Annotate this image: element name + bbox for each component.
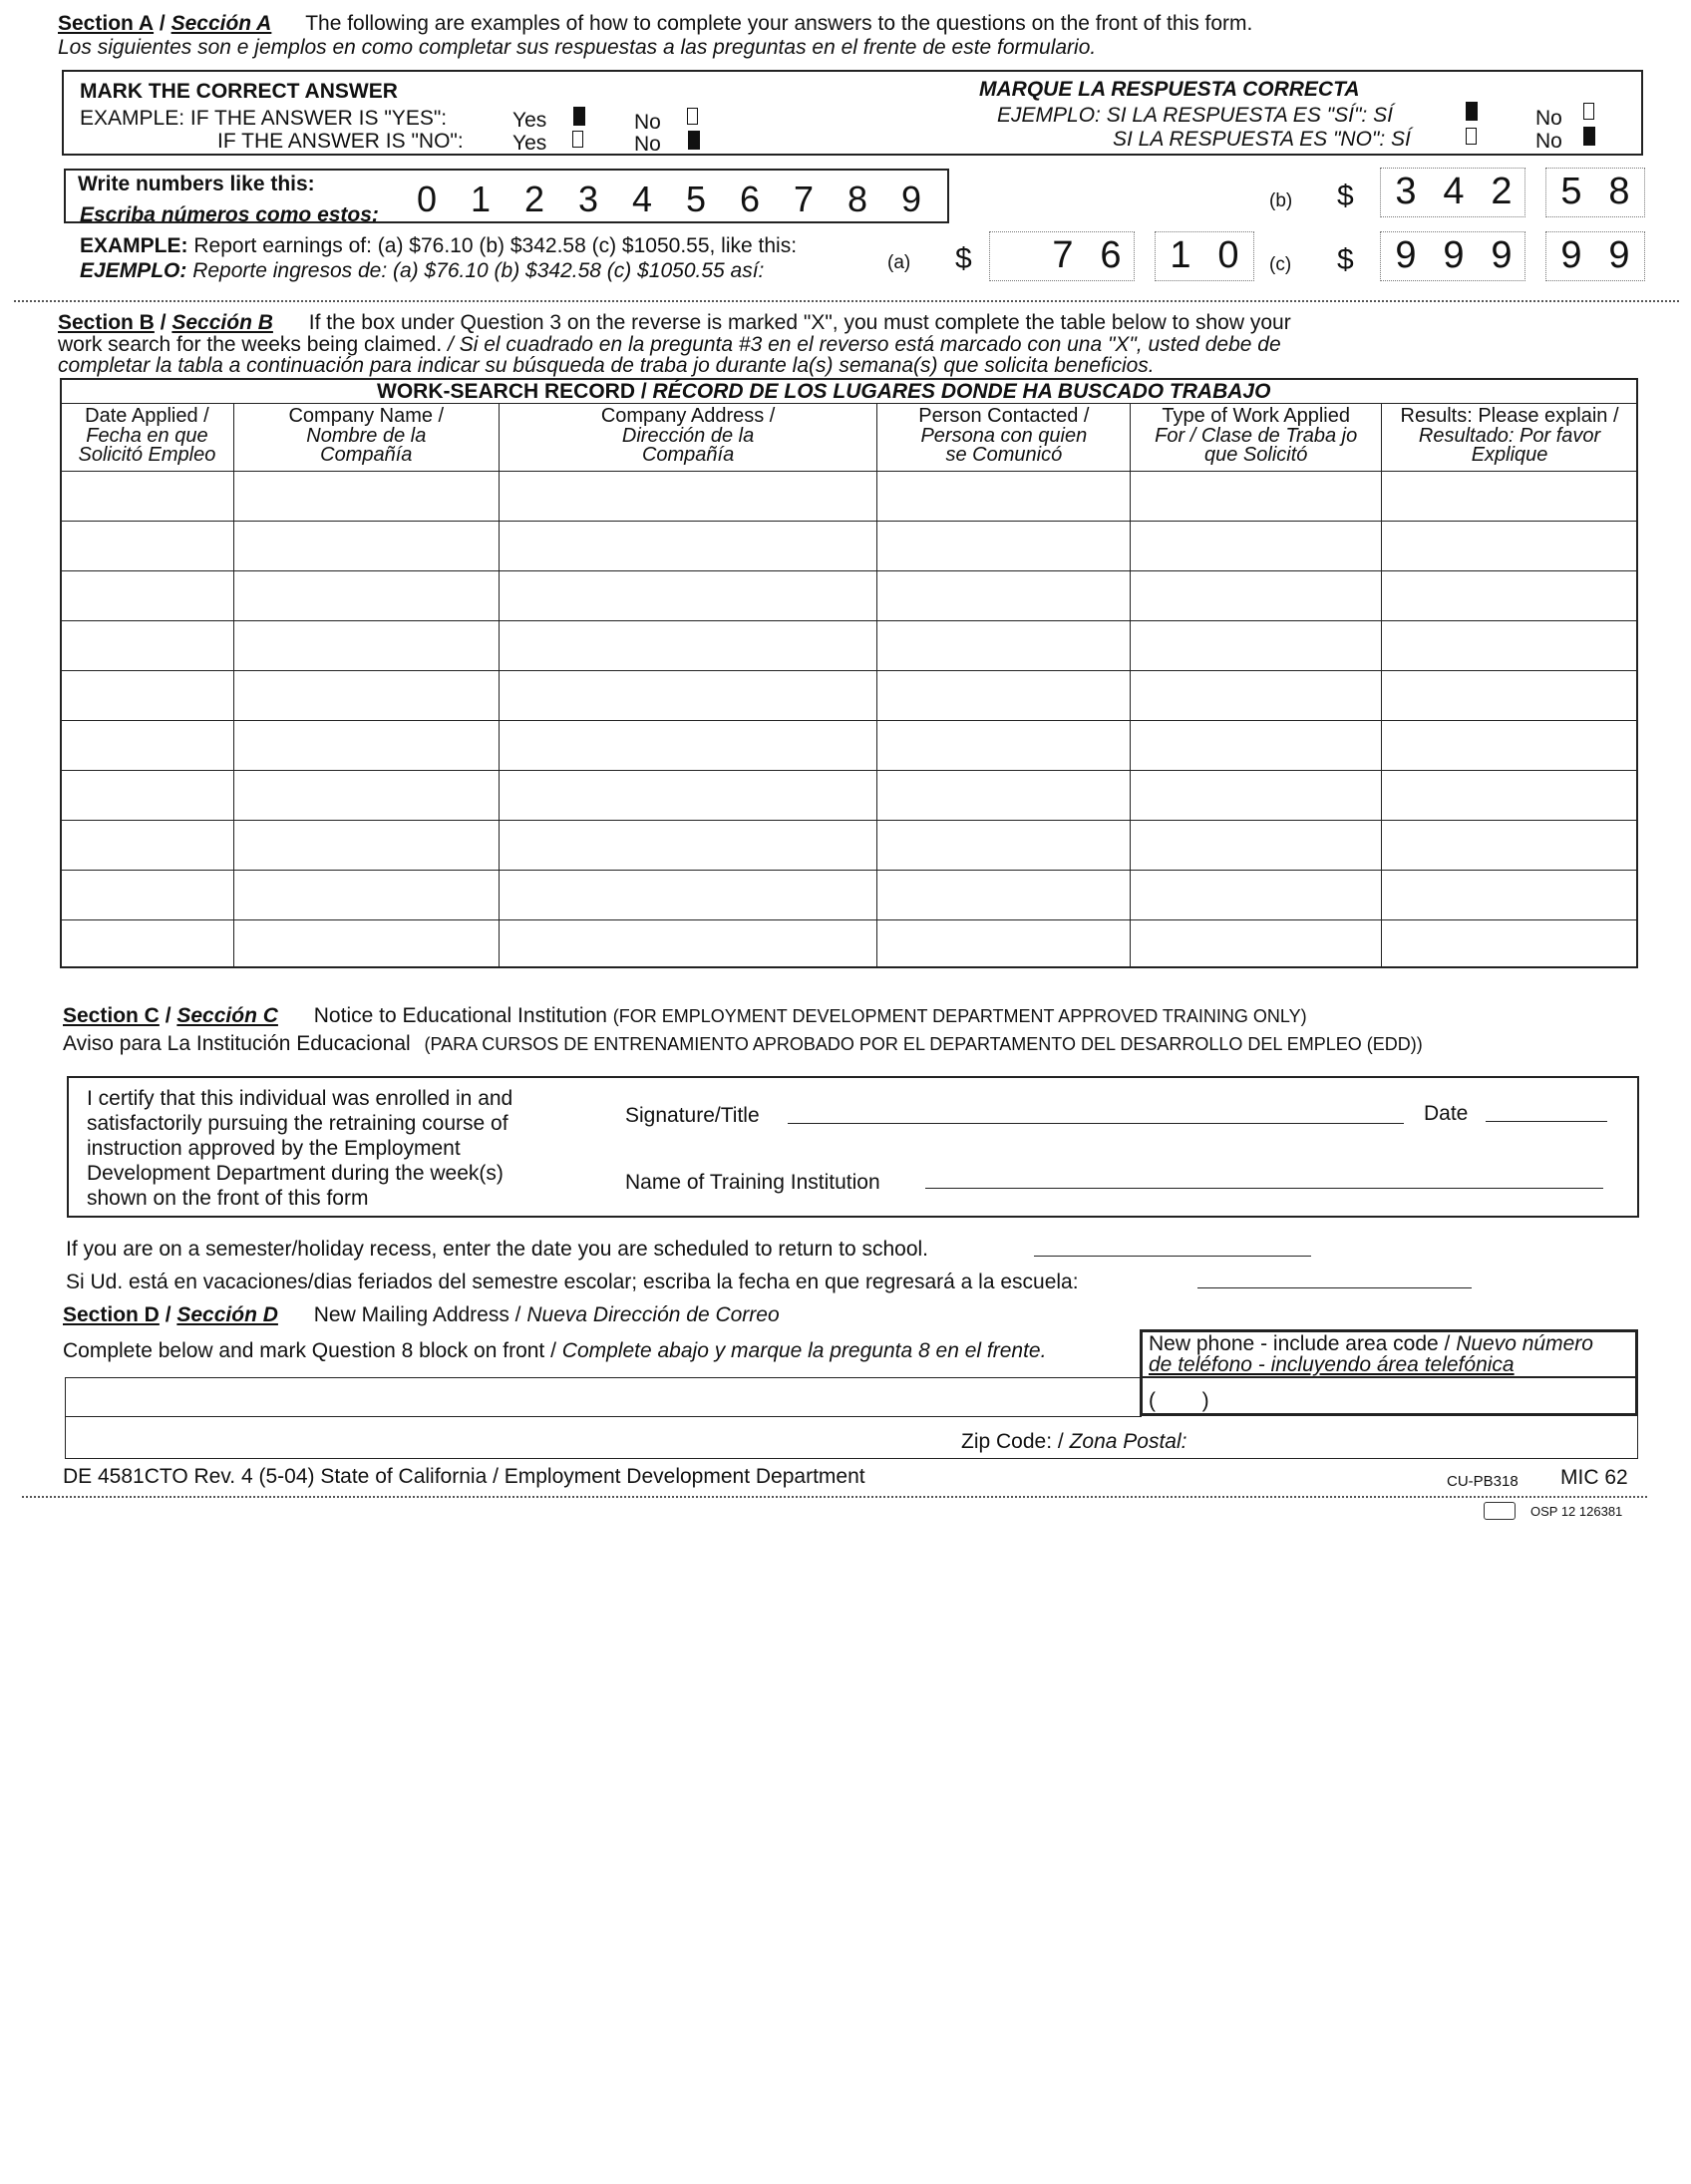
- table-cell[interactable]: [61, 920, 234, 968]
- table-cell[interactable]: [1131, 671, 1382, 721]
- table-cell[interactable]: [233, 771, 499, 821]
- table-row: [61, 721, 1638, 771]
- table-row: [61, 571, 1638, 621]
- work-search-table: [60, 403, 1638, 968]
- section-b-line2-es: Si el cuadrado en la pregunta #3 en el reverso está marcado con una "X", usted debe de: [459, 333, 1281, 356]
- date-field[interactable]: [1486, 1121, 1607, 1122]
- table-cell[interactable]: [877, 671, 1131, 721]
- union-label-logo-icon: [1484, 1502, 1516, 1520]
- table-cell[interactable]: [499, 821, 877, 871]
- table-cell[interactable]: [1382, 472, 1638, 522]
- example-no-text: IF THE ANSWER IS "NO":: [217, 130, 464, 153]
- digit-sample: 1: [471, 179, 492, 219]
- section-d-instruction-wrap: [63, 1340, 1046, 1362]
- zip-label: Zip Code: /: [961, 1430, 1064, 1453]
- recess-text-en: If you are on a semester/holiday recess, enter the date you are scheduled to return to school.: [66, 1238, 928, 1261]
- digit-sample: 8: [847, 179, 868, 219]
- section-d-title-es: Sección D: [176, 1303, 278, 1326]
- filled-square-icon: [1466, 102, 1478, 124]
- example-label-es: EJEMPLO:: [80, 259, 187, 282]
- table-header-row: [61, 404, 1638, 472]
- table-cell[interactable]: [233, 621, 499, 671]
- table-cell[interactable]: [61, 522, 234, 571]
- table-cell[interactable]: [1131, 721, 1382, 771]
- dollar-a: $: [955, 242, 972, 275]
- table-cell[interactable]: [1382, 671, 1638, 721]
- amount-digit: 8: [1608, 171, 1630, 212]
- section-d-heading: Section D / Sección D New Mailing Address / Nueva Dirección de Correo: [63, 1303, 780, 1326]
- example-yes-text: EXAMPLE: IF THE ANSWER IS "YES":: [80, 107, 448, 130]
- table-cell[interactable]: [61, 571, 234, 621]
- zip-label-es: Zona Postal:: [1069, 1430, 1187, 1453]
- section-d-heading-en: New Mailing Address /: [313, 1303, 521, 1326]
- table-cell[interactable]: [1382, 522, 1638, 571]
- table-cell[interactable]: [233, 571, 499, 621]
- form-code-mic: MIC 62: [1560, 1466, 1628, 1489]
- institution-label: Name of Training Institution: [625, 1171, 880, 1194]
- section-a-title: Section A: [58, 12, 155, 35]
- table-cell[interactable]: [1382, 621, 1638, 671]
- example-text: Report earnings of: (a) $76.10 (b) $342.58 (c) $1050.55, like this:: [193, 234, 798, 257]
- digit-sample: 4: [632, 179, 653, 219]
- table-cell[interactable]: [877, 721, 1131, 771]
- phone-label-es: Nuevo número: [1456, 1332, 1593, 1355]
- section-a-intro: The following are examples of how to complete your answers to the questions on the front of this form.: [305, 12, 1253, 35]
- table-cell[interactable]: [61, 671, 234, 721]
- table-cell[interactable]: [233, 871, 499, 920]
- table-cell[interactable]: [877, 571, 1131, 621]
- example-earnings: [80, 235, 797, 257]
- amount-digit: 4: [1443, 171, 1465, 212]
- table-cell[interactable]: [499, 571, 877, 621]
- section-d-title: Section D: [63, 1303, 160, 1326]
- mark-title-es: MARQUE LA RESPUESTA CORRECTA: [979, 78, 1360, 101]
- return-date-field-en[interactable]: [1034, 1256, 1311, 1257]
- section-c-notice-note: (FOR EMPLOYMENT DEVELOPMENT DEPARTMENT APPROVED TRAINING ONLY): [612, 1006, 1307, 1026]
- no-label-es-1: No: [1535, 107, 1562, 130]
- example-label: EXAMPLE:: [80, 234, 188, 257]
- table-cell[interactable]: [877, 871, 1131, 920]
- amount-digit: 2: [1491, 171, 1513, 212]
- table-cell[interactable]: [877, 920, 1131, 968]
- empty-square-icon: [572, 131, 583, 151]
- table-cell[interactable]: [1131, 871, 1382, 920]
- form-code-cu: CU-PB318: [1447, 1473, 1519, 1490]
- table-cell[interactable]: [877, 621, 1131, 671]
- table-cell[interactable]: [499, 920, 877, 968]
- digit-sample: 9: [901, 179, 922, 219]
- write-numbers-label: Write numbers like this:: [78, 173, 315, 195]
- section-b-line3-es: completar la tabla a continuación para indicar su búsqueda de traba jo durante la(s) semana(s) que solicita beneficios.: [58, 354, 1155, 377]
- section-a-heading: Section A / Sección A The following are examples of how to complete your answers to the questions on the front of this form.: [58, 12, 1253, 35]
- table-cell[interactable]: [1131, 821, 1382, 871]
- amount-digit: 7: [1052, 234, 1074, 276]
- amount-b-cents-box: [1545, 168, 1645, 217]
- table-cell[interactable]: [233, 472, 499, 522]
- amount-digit: 1: [1170, 234, 1191, 276]
- amount-digit: 3: [1395, 171, 1417, 212]
- example-text-es: Reporte ingresos de: (a) $76.10 (b) $342.58 (c) $1050.55 así:: [192, 259, 765, 282]
- empty-square-icon: [1583, 103, 1594, 123]
- table-cell[interactable]: [877, 771, 1131, 821]
- table-cell[interactable]: [233, 821, 499, 871]
- example-no-es: SI LA RESPUESTA ES "NO": SÍ: [1113, 128, 1411, 151]
- digit-sample: 6: [740, 179, 761, 219]
- dollar-b: $: [1337, 180, 1354, 212]
- table-row: [61, 821, 1638, 871]
- table-cell[interactable]: [499, 621, 877, 671]
- section-c-title: Section C: [63, 1004, 160, 1027]
- section-c-notice-note-es: (PARA CURSOS DE ENTRENAMIENTO APROBADO POR EL DEPARTAMENTO DEL DESARROLLO DEL EMPLEO (EDD)): [424, 1034, 1423, 1054]
- table-cell[interactable]: [61, 721, 234, 771]
- empty-square-icon: [1466, 128, 1477, 148]
- amount-a-cents-box: [1155, 231, 1254, 281]
- label-b: (b): [1269, 190, 1293, 211]
- signature-field[interactable]: [788, 1123, 1404, 1124]
- section-b-heading: Section B / Sección B If the box under Question 3 on the reverse is marked "X", you must complete the table below to show your: [58, 311, 1291, 334]
- filled-square-icon: [573, 107, 585, 129]
- section-c-notice-es: Aviso para La Institución Educacional: [63, 1032, 411, 1055]
- phone-label: New phone - include area code /: [1149, 1332, 1451, 1355]
- col-company-name: Company Name / Nombre de la Compañía: [233, 404, 499, 472]
- section-c-heading: Section C / Sección C Notice to Educational Institution (FOR EMPLOYMENT DEVELOPMENT DEPARTMENT APPROVED TRAINING ONLY): [63, 1004, 1307, 1027]
- table-title: [377, 381, 1270, 403]
- table-row: [61, 871, 1638, 920]
- table-cell[interactable]: [233, 671, 499, 721]
- table-cell[interactable]: [1131, 920, 1382, 968]
- amount-c-dollars-box: [1380, 231, 1525, 281]
- section-c-title-es: Sección C: [176, 1004, 278, 1027]
- section-d-instruction: Complete below and mark Question 8 block on front /: [63, 1339, 556, 1362]
- institution-field[interactable]: [925, 1188, 1603, 1189]
- address-line: [65, 1416, 1142, 1417]
- digit-sample: 0: [417, 179, 438, 219]
- table-cell[interactable]: [61, 771, 234, 821]
- phone-label-es2: de teléfono - incluyendo área telefónica: [1149, 1353, 1515, 1376]
- section-b-title: Section B: [58, 311, 155, 334]
- table-cell[interactable]: [877, 522, 1131, 571]
- section-a-title-es: Sección A: [170, 12, 272, 35]
- table-cell[interactable]: [877, 472, 1131, 522]
- example-earnings-es: [80, 260, 764, 282]
- col-person-contacted: Person Contacted / Persona con quien se Comunicó: [877, 404, 1131, 472]
- amount-c-cents-box: [1545, 231, 1645, 281]
- table-cell[interactable]: [1382, 571, 1638, 621]
- amount-digit: 5: [1560, 171, 1582, 212]
- amount-digit: 9: [1395, 234, 1417, 276]
- zip-label-wrap: [961, 1431, 1186, 1453]
- table-cell[interactable]: [61, 621, 234, 671]
- table-title-es: RÉCORD DE LOS LUGARES DONDE HA BUSCADO TRABAJO: [652, 380, 1271, 403]
- phone-label-line1: [1149, 1333, 1593, 1355]
- table-cell[interactable]: [1382, 821, 1638, 871]
- table-cell[interactable]: [499, 771, 877, 821]
- table-cell[interactable]: [499, 871, 877, 920]
- table-cell[interactable]: [1382, 871, 1638, 920]
- section-d-heading-es: Nueva Dirección de Correo: [526, 1303, 780, 1326]
- section-d-instruction-es: Complete abajo y marque la pregunta 8 en el frente.: [561, 1339, 1047, 1362]
- yes-label-2: Yes: [512, 132, 547, 155]
- filled-square-icon: [1583, 127, 1595, 149]
- table-row: [61, 472, 1638, 522]
- table-cell[interactable]: [233, 721, 499, 771]
- table-cell[interactable]: [1382, 771, 1638, 821]
- example-yes-es: EJEMPLO: SI LA RESPUESTA ES "SÍ": SÍ: [997, 104, 1393, 127]
- amount-b-dollars-box: [1380, 168, 1525, 217]
- section-c-notice: Notice to Educational Institution: [313, 1004, 607, 1027]
- empty-square-icon: [687, 108, 698, 128]
- amount-digit: 6: [1100, 234, 1122, 276]
- digit-samples: [417, 179, 935, 218]
- table-cell[interactable]: [1131, 571, 1382, 621]
- amount-a-dollars-box: [989, 231, 1135, 281]
- table-title-en: WORK-SEARCH RECORD /: [377, 380, 647, 403]
- section-b-line1: If the box under Question 3 on the reverse is marked "X", you must complete the table below to show your: [308, 311, 1291, 334]
- table-cell[interactable]: [877, 821, 1131, 871]
- table-cell[interactable]: [61, 472, 234, 522]
- col-type-of-work: Type of Work Applied For / Clase de Traba jo que Solicitó: [1131, 404, 1382, 472]
- table-cell[interactable]: [1382, 920, 1638, 968]
- section-b-line2: work search for the weeks being claimed.: [58, 333, 443, 356]
- amount-digit: 9: [1443, 234, 1465, 276]
- table-cell[interactable]: [233, 522, 499, 571]
- digit-sample: 5: [686, 179, 707, 219]
- col-company-address: Company Address / Dirección de la Compañía: [499, 404, 877, 472]
- dollar-c: $: [1337, 243, 1354, 276]
- no-label-es-2: No: [1535, 130, 1562, 153]
- table-cell[interactable]: [1131, 472, 1382, 522]
- table-cell[interactable]: [1131, 771, 1382, 821]
- amount-digit: 9: [1560, 234, 1582, 276]
- table-cell[interactable]: [1131, 522, 1382, 571]
- table-row: [61, 671, 1638, 721]
- amount-digit: 9: [1608, 234, 1630, 276]
- signature-label: Signature/Title: [625, 1104, 760, 1127]
- section-b-title-es: Sección B: [171, 311, 273, 334]
- section-c-notice-es-wrap: [63, 1033, 1423, 1055]
- return-date-field-es[interactable]: [1197, 1287, 1472, 1288]
- recess-text-es: Si Ud. está en vacaciones/dias feriados del semestre escolar; escriba la fecha en que regresará a la escuela:: [66, 1271, 1079, 1293]
- label-c: (c): [1269, 254, 1292, 275]
- table-row: [61, 920, 1638, 968]
- col-results: Results: Please explain / Resultado: Por favor Explique: [1382, 404, 1638, 472]
- table-row: [61, 621, 1638, 671]
- section-a-intro-es: Los siguientes son e jemplos en como completar sus respuestas a las preguntas en el frente de este formulario.: [58, 36, 1097, 59]
- digit-sample: 3: [578, 179, 599, 219]
- amount-digit: 9: [1491, 234, 1513, 276]
- cut-line: [14, 300, 1679, 302]
- date-label: Date: [1424, 1102, 1469, 1125]
- table-cell[interactable]: [61, 871, 234, 920]
- write-numbers-label-es: Escriba números como estos:: [80, 203, 379, 226]
- certify-text: I certify that this individual was enrolled in and satisfactorily pursuing the retraining course of instruction approved by the Employment Development Department during the week(s) shown on the front of this form: [87, 1087, 513, 1210]
- col-date-applied: Date Applied / Fecha en que Solicitó Empleo: [61, 404, 234, 472]
- table-cell[interactable]: [233, 920, 499, 968]
- digit-sample: 2: [524, 179, 545, 219]
- table-cell[interactable]: [499, 721, 877, 771]
- label-a: (a): [887, 252, 911, 273]
- table-row: [61, 522, 1638, 571]
- amount-digit: 0: [1217, 234, 1239, 276]
- bottom-cut-line: [22, 1496, 1647, 1498]
- form-id: DE 4581CTO Rev. 4 (5-04) State of California / Employment Development Department: [63, 1465, 865, 1488]
- filled-square-icon: [688, 131, 700, 153]
- table-cell[interactable]: [61, 821, 234, 871]
- phone-divider: [1142, 1376, 1636, 1377]
- no-label-2: No: [634, 133, 661, 156]
- table-cell[interactable]: [499, 472, 877, 522]
- mark-title: MARK THE CORRECT ANSWER: [80, 80, 398, 103]
- no-label-1: No: [634, 111, 661, 134]
- table-row: [61, 771, 1638, 821]
- section-b-line2-wrap: work search for the weeks being claimed. / Si el cuadrado en la pregunta #3 en el reverso está marcado con una "X", usted debe de: [58, 333, 1281, 356]
- table-cell[interactable]: [499, 671, 877, 721]
- osp-code: OSP 12 126381: [1530, 1504, 1623, 1519]
- table-cell[interactable]: [499, 522, 877, 571]
- yes-label-1: Yes: [512, 109, 547, 132]
- table-cell[interactable]: [1131, 621, 1382, 671]
- digit-sample: 7: [794, 179, 815, 219]
- phone-area-code-parens: ( ): [1149, 1389, 1209, 1412]
- table-cell[interactable]: [1382, 721, 1638, 771]
